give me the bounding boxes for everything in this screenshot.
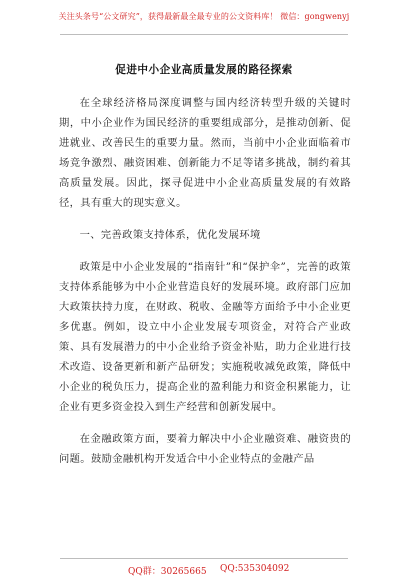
- header-promo-text: 关注头条号“公文研究”，获得最新最全最专业的公文资料库！ 微信：gongwenyj: [58, 12, 350, 21]
- paragraph-policy: 政策是中小企业发展的“指南针”和“保护伞”，完善的政策支持体系能够为中小企业营造良好的发展环境。政府部门应加大政策扶持力度，在财政、税收、金融等方面给予中小企业更多优惠。例如，设立中小企业发展专项资金，对符合产业政策、具有发展潜力的中小企业给予资金补贴，助力企业进行技术改造、设备更新和新产品研发；实施税收减免政策，降低中小企业的税负压力，提高企业的盈利能力和资金积累能力，让企业有更多资金投入到生产经营和创新发展中。: [59, 261, 351, 413]
- footer-qq: QQ:535304092: [220, 564, 290, 574]
- page-footer: [0, 558, 408, 578]
- page-header: [0, 0, 408, 40]
- footer-divider: [60, 558, 348, 559]
- footer-qq-group: QQ群：30265665: [128, 567, 207, 577]
- paragraph-intro: 在全球经济格局深度调整与国内经济转型升级的关键时期，中小企业作为国民经济的重要组成部分，是推动创新、促进就业、改善民生的重要力量。然而，当前中小企业面临着市场竞争激烈、融资困难、创新能力不足等诸多挑战，制约着其高质量发展。因此，探寻促进中小企业高质量发展的有效路径，具有重大的现实意义。: [59, 97, 351, 209]
- paragraph-finance: 在金融政策方面，要着力解决中小企业融资难、融资贵的问题。鼓励金融机构开发适合中小企业特点的金融产品: [59, 433, 351, 465]
- document-body: [59, 93, 351, 481]
- section-heading-1: 一、完善政策支持体系，优化发展环境: [79, 229, 261, 241]
- document-title: 促进中小企业高质量发展的路径探索: [115, 64, 293, 76]
- header-divider: [60, 34, 348, 35]
